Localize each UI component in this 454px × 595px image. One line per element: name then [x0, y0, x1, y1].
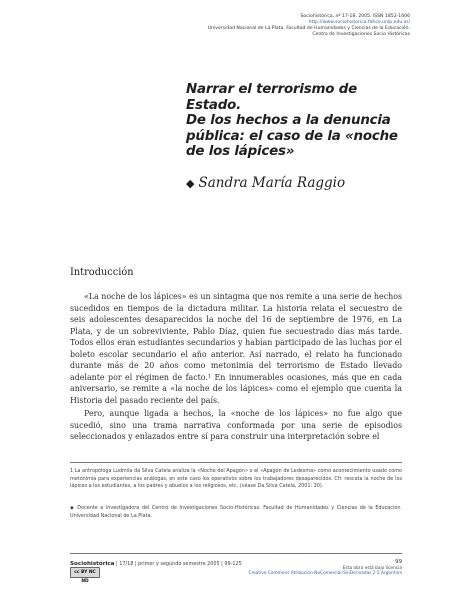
section-heading: Introducción: [70, 267, 134, 278]
footer-term: primer y segundo semestre 2005: [138, 561, 220, 567]
footer-issue: 17/18: [119, 561, 134, 567]
footer-pages: 99-125: [224, 561, 242, 567]
license-note: [248, 566, 402, 577]
title-line: De los hechos a la denuncia: [186, 113, 391, 129]
body-paragraph: Pero, aunque ligada a hechos, la «noche de los lápices» no fue algo que sucedió, sino una trama narrativa conformada por una serie de episodios seleccionados y enlazados entre sí para construir una interpretación sobre el: [70, 409, 402, 441]
title-line: pública: el caso de la «noche: [186, 128, 398, 144]
journal-header: [208, 14, 410, 38]
author-byline: [186, 175, 345, 191]
title-line: de los lápices»: [186, 144, 295, 160]
body-paragraph: «La noche de los lápices» es un sintagma que nos remite a una serie de hechos sucedidos en tiempos de la dictadura militar. La historia relata el secuestro de seis adolescentes desaparecidos la noche del 16 de septiembre de 1976, en La Plata, y de un sobreviviente, Pablo Díaz, quien fue secuestrado días más tarde. Todos ellos eran estudiantes secundarios y habían participado de las luchas por el boleto escolar secundario el año anterior. Así narrado, el relato ha funcionado durante más de 20 años como metonimia del terrorismo de Estado llevado adelante por el régimen de facto.¹ En innumerables ocasiones, más que en cada aniversario, se remite a «la noche de los lápices» como el ejemplo que cuenta la Historia del pasado reciente del país.: [70, 292, 402, 405]
footnote: ◆ Docente e investigadora del Centro de Investigaciones Socio-Históricas. Facultad de Humanidades y Ciencias de la Educación. Universidad Nacional de La Plata.: [70, 505, 402, 519]
article-title: [186, 82, 412, 160]
author-name: Sandra María Raggio: [198, 175, 346, 191]
footer-journal: Sociohistórica: [70, 561, 115, 567]
page-number: 99: [395, 559, 402, 565]
title-line: Narrar el terrorismo de Estado.: [186, 82, 358, 113]
license-link[interactable]: Creative Commons Atribución-NoComercial-SinDerivadas 2.5 Argentina: [248, 571, 402, 577]
university-line: Universidad Nacional de La Plata. Facultad de Humanidades y Ciencias de la Educación.: [207, 26, 410, 31]
center-line: Centro de Investigaciones Socio Históricas: [312, 32, 410, 37]
footnote: 1 La antropóloga Ludmila da Silva Catela analiza la «Noche del Apagón» o el «Apagón de Ledesma» como acontecimiento usado como metonimia para experiencias análogas, en este caso los operativos sobre los trabajadores desaparecidos. Cfr. rescata la noche de los lápices a los estudiantes, a los padres y abuelos a los religiosos, etc. (véase Da Silva Catela, 2001: 30).: [70, 468, 402, 490]
license-line: Esta obra está bajo licencia: [342, 566, 402, 571]
cc-license-badge-icon[interactable]: cc BY NC ND: [70, 567, 100, 578]
footer-divider: [70, 553, 402, 554]
page-footer: Sociohistórica | 17/18 | primer y segundo semestre 2005 | 99-125: [70, 561, 242, 567]
journal-url-link[interactable]: http://www.sociohistorica.fahce.unlp.edu.ar/: [308, 20, 410, 25]
diamond-icon: ◆: [186, 177, 195, 190]
journal-line: Sociohistórica, nº 17-18, 2005. ISSN 1852-1606: [300, 14, 410, 19]
footnote-divider: [70, 462, 402, 463]
